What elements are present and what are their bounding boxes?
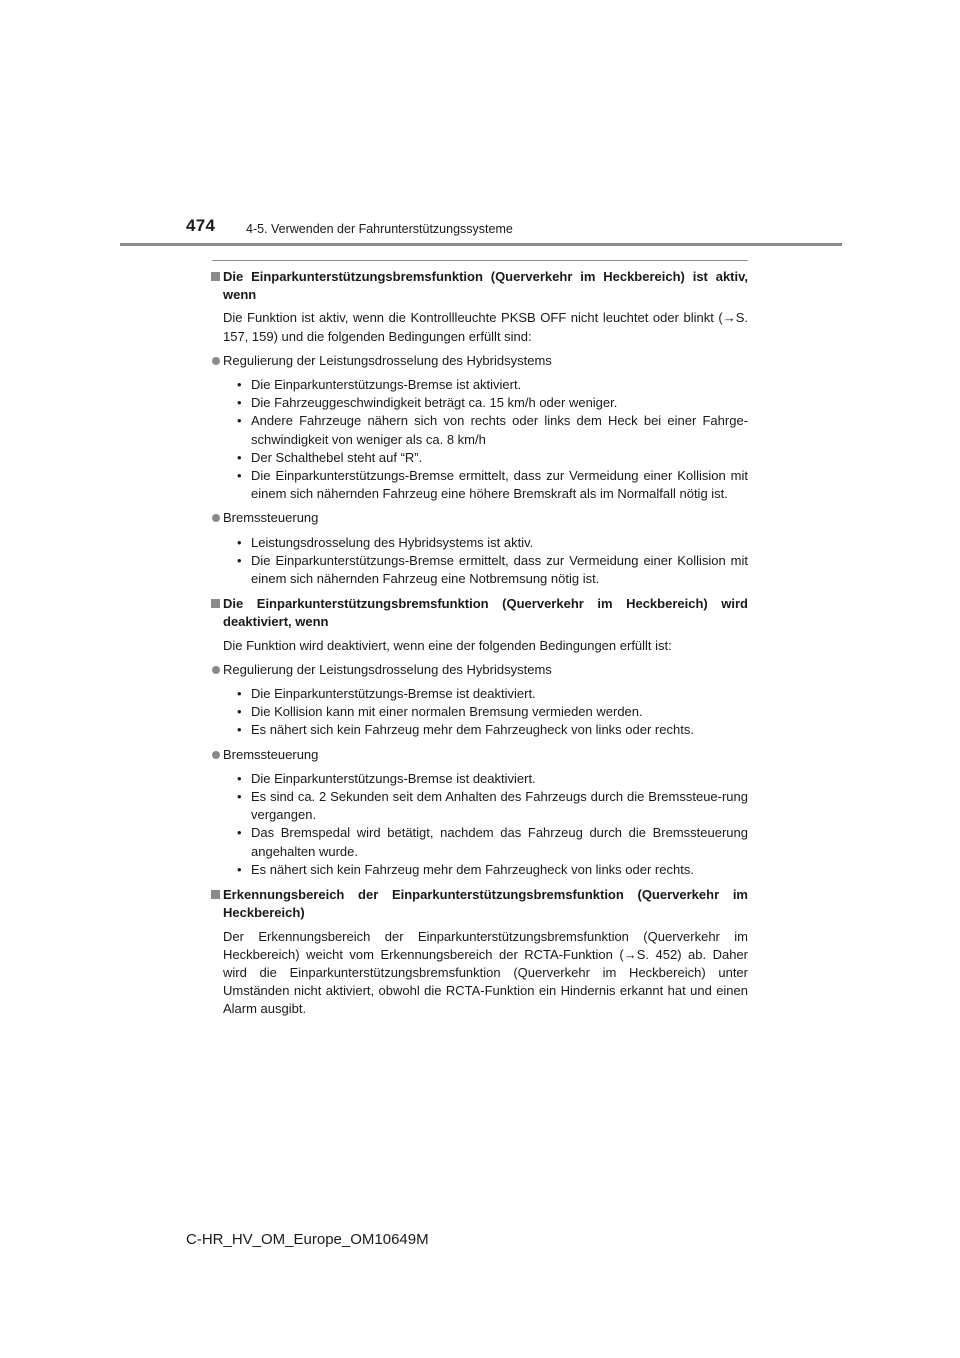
subsection-title [211, 746, 748, 764]
section-heading [211, 595, 748, 631]
section-paragraph: Die Funktion wird deaktiviert, wenn eine der folgenden Bedingungen erfüllt ist: [223, 637, 672, 653]
subsection-label: Bremssteuerung [223, 510, 319, 526]
heading-text: Die Einparkunterstützungsbremsfunktion (Querverkehr im Heckbereich) ist aktiv, wenn [223, 269, 748, 303]
list-item: • Die Einparkunterstützungs-Bremse ist aktiviert. [237, 377, 522, 393]
section-paragraph: Der Erkennungsbereich der Einparkunterstützungsbremsfunktion (Querverkehr im Heckbereich) weicht vom Erkennungsbereich der RCTA-Funktion (→S. 452) ab. Daher wird die Einparkunterstützungsbremsfunktion (Querverkehr im Heckbereich) unter Umständen nicht aktiviert, obwohl die RCTA-Funktion ein Hindernis erkannt hat und einen Alarm ausgibt. [223, 928, 748, 1017]
list-item: • Der Schalthebel steht auf “R”. [237, 449, 423, 465]
list-item: • Das Bremspedal wird betätigt, nachdem das Fahrzeug durch die Bremssteuerung angehalten wurde. [237, 825, 748, 859]
list-item: • Andere Fahrzeuge nähern sich von rechts oder links dem Heck bei einer Fahrge-schwindigkeit von weniger als ca. 8 km/h [237, 413, 748, 447]
bullet-list [211, 685, 748, 740]
bullet-list [211, 534, 748, 589]
section-title: 4-5. Verwenden der Fahrunterstützungssysteme [246, 222, 513, 236]
square-bullet-icon [211, 890, 220, 899]
square-bullet-icon [211, 599, 220, 608]
list-item: • Die Kollision kann mit einer normalen Bremsung vermieden werden. [237, 704, 643, 720]
page-number: 474 [186, 216, 216, 235]
subsection-label: Regulierung der Leistungsdrosselung des Hybridsystems [223, 661, 552, 677]
list-item: • Es sind ca. 2 Sekunden seit dem Anhalten des Fahrzeugs durch die Bremssteue-rung vergangen. [237, 789, 748, 823]
subsection-title [211, 661, 748, 679]
subsection-title [211, 509, 748, 527]
footer-document-id: C-HR_HV_OM_Europe_OM10649M [186, 1231, 429, 1248]
bullet-list [211, 376, 748, 503]
content-rule [212, 260, 748, 261]
bullet-list [211, 770, 748, 879]
page-content [211, 268, 748, 1019]
section-heading [211, 886, 748, 922]
subsection-label: Bremssteuerung [223, 746, 319, 762]
list-item: • Die Einparkunterstützungs-Bremse ermittelt, dass zur Vermeidung einer Kollision mit einem sich nähernden Fahrzeug eine höhere Bremskraft als im Normalfall nötig ist. [237, 468, 748, 502]
list-item: • Die Einparkunterstützungs-Bremse ermittelt, dass zur Vermeidung einer Kollision mit einem sich nähernden Fahrzeug eine Notbremsung nötig ist. [237, 552, 748, 587]
list-item: • Die Einparkunterstützungs-Bremse ist deaktiviert. [237, 686, 536, 702]
round-bullet-icon [212, 357, 220, 365]
list-item: • Die Fahrzeuggeschwindigkeit beträgt ca. 15 km/h oder weniger. [237, 395, 618, 411]
round-bullet-icon [212, 751, 220, 759]
list-item: • Es nähert sich kein Fahrzeug mehr dem Fahrzeugheck von links oder rechts. [237, 722, 694, 738]
section-deactivation-conditions [211, 595, 748, 879]
list-item: • Die Einparkunterstützungs-Bremse ist deaktiviert. [237, 770, 536, 786]
section-detection-range [211, 886, 748, 1018]
section-active-conditions [211, 268, 748, 588]
round-bullet-icon [212, 666, 220, 674]
list-item: • Es nähert sich kein Fahrzeug mehr dem Fahrzeugheck von links oder rechts. [237, 861, 694, 877]
square-bullet-icon [211, 272, 220, 281]
subsection-title [211, 352, 748, 370]
section-heading [211, 268, 748, 304]
heading-text: Erkennungsbereich der Einparkunterstützungsbremsfunktion (Querverkehr im Heckbereich) [223, 887, 748, 921]
round-bullet-icon [212, 514, 220, 522]
subsection-label: Regulierung der Leistungsdrosselung des Hybridsystems [223, 352, 552, 368]
section-paragraph: Die Funktion ist aktiv, wenn die Kontrollleuchte PKSB OFF nicht leuchtet oder blinkt (→S. 157, 159) und die folgenden Bedingungen erfüllt sind: [223, 310, 748, 344]
header-rule [120, 243, 842, 246]
list-item: • Leistungsdrosselung des Hybridsystems ist aktiv. [237, 534, 534, 550]
heading-text: Die Einparkunterstützungsbremsfunktion (Querverkehr im Heckbereich) wird deaktiviert, wenn [223, 596, 748, 630]
